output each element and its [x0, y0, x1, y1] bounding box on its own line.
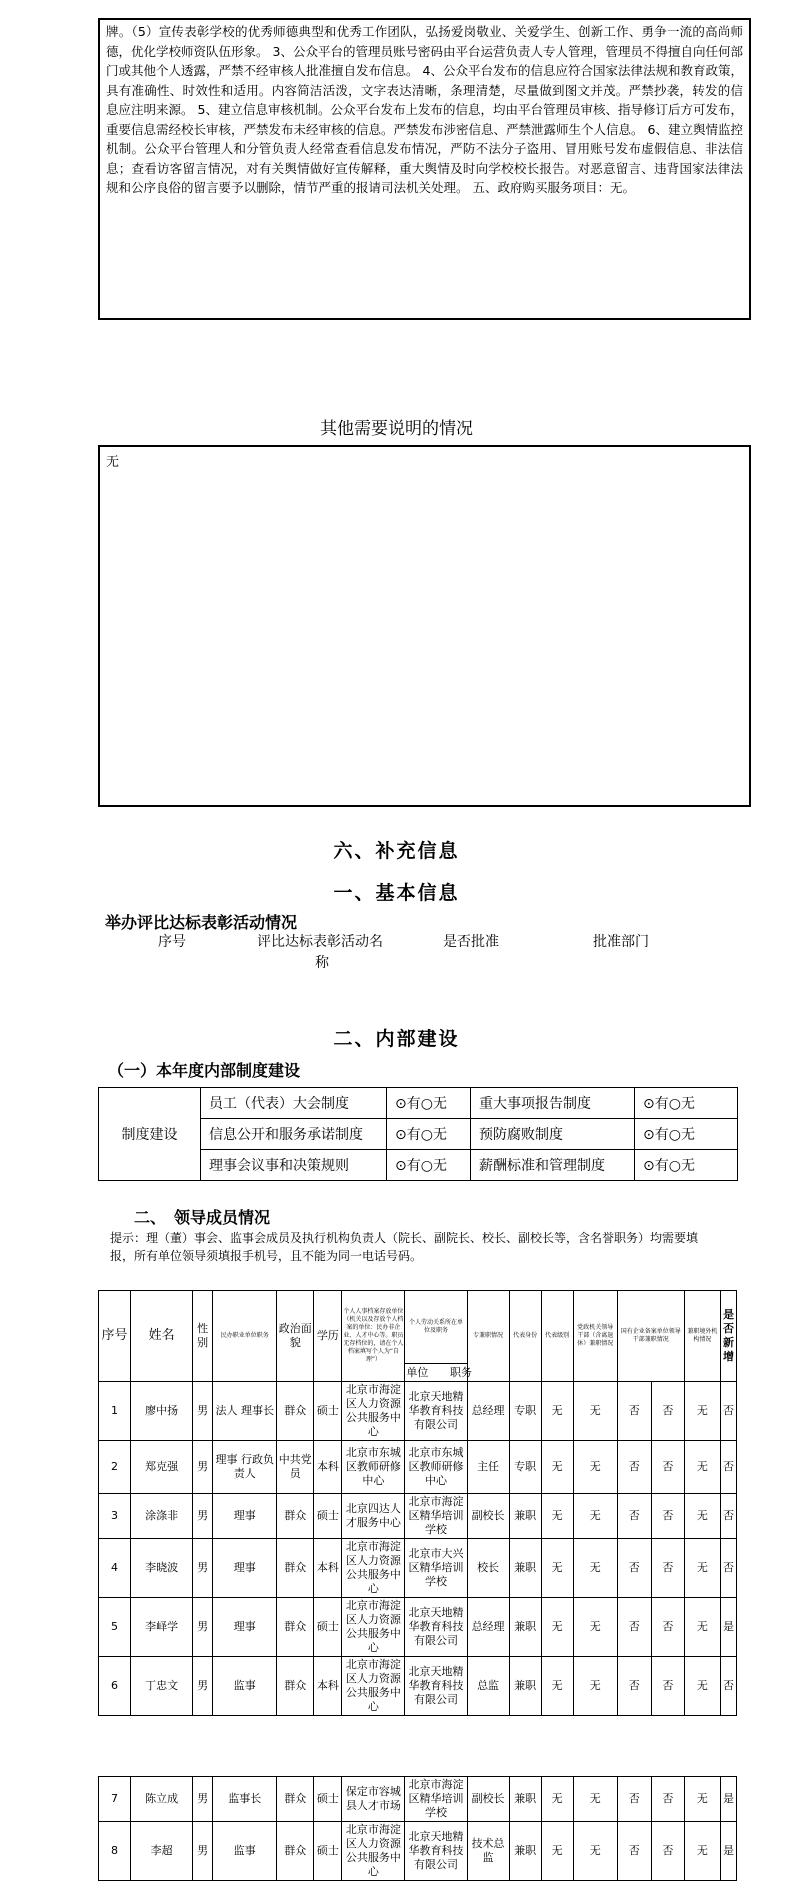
row-position: 副校长 — [467, 1777, 509, 1822]
system-item-value[interactable]: ⊙有○无 — [635, 1088, 738, 1119]
system-item-value[interactable]: ⊙有○无 — [387, 1119, 471, 1150]
row-name: 李峄学 — [131, 1598, 193, 1657]
row-archive: 北京市海淀区人力资源公共服务中心 — [342, 1657, 405, 1716]
row-gov: 无 — [573, 1657, 617, 1716]
row-new: 是 — [720, 1822, 736, 1881]
other-notes-box — [98, 445, 751, 807]
row-new: 是 — [720, 1598, 736, 1657]
leaders-table — [98, 1290, 737, 1382]
row-edu: 本科 — [314, 1441, 342, 1494]
th-name: 姓名 — [131, 1291, 193, 1382]
row-overseas: 无 — [684, 1494, 720, 1539]
row-gender: 男 — [193, 1382, 213, 1441]
row-political: 群众 — [277, 1598, 314, 1657]
row-no: 1 — [99, 1382, 131, 1441]
leaders-hint: 提示：理（董）事会、监事会成员及执行机构负责人（院长、副院长、校长、副校长等，含名誉职务）均需要填报，所有单位领导须填报手机号，且不能为同一电话号码。 — [110, 1231, 699, 1263]
internal-subtitle: （一）本年度内部制度建设 — [108, 1061, 301, 1080]
row-edu: 硕士 — [314, 1494, 342, 1539]
row-gov: 无 — [573, 1777, 617, 1822]
row-unit: 北京市东城区教师研修中心 — [405, 1441, 467, 1494]
row-position: 总经理 — [467, 1382, 509, 1441]
row-soe2: 否 — [651, 1777, 684, 1822]
row-soe1: 否 — [617, 1494, 651, 1539]
policy-text-box — [98, 18, 751, 320]
system-item-value[interactable]: ⊙有○无 — [387, 1088, 471, 1119]
row-overseas: 无 — [684, 1598, 720, 1657]
row-archive: 北京市海淀区人力资源公共服务中心 — [342, 1539, 405, 1598]
row-name: 郑克强 — [131, 1441, 193, 1494]
system-item-name: 薪酬标准和管理制度 — [471, 1150, 635, 1181]
table-row — [99, 1598, 737, 1657]
th-employ: 个人劳动关系所在单位及职务 — [405, 1291, 467, 1364]
th-rep-status: 代表身份 — [509, 1291, 541, 1382]
row-gender: 男 — [193, 1598, 213, 1657]
row-name: 李超 — [131, 1822, 193, 1881]
row-soe2: 否 — [651, 1441, 684, 1494]
row-soe1: 否 — [617, 1822, 651, 1881]
other-notes-content: 无 — [106, 455, 120, 470]
row-position: 总监 — [467, 1657, 509, 1716]
row-overseas: 无 — [684, 1382, 720, 1441]
row-gov: 无 — [573, 1382, 617, 1441]
row-archive: 北京市海淀区人力资源公共服务中心 — [342, 1382, 405, 1441]
policy-text: 牌。（5）宣传表彰学校的优秀师德典型和优秀工作团队，弘扬爱岗敬业、关爱学生、创新工作、勇争一流的高尚师德，优化学校师资队伍形象。 3、公众平台的管理员账号密码由平台运营负责人专人管理，管理员不得擅自向任何部门或其他个人透露，严禁不经审核人批准擅自发布信息。 4、公众平台发布的信息应符合国家法律法规和教育政策，具有准确性、时效性和适用。内容简洁活泼，文字表达清晰，条理清楚，尽量做到图文并茂。严禁抄袭，转发的信息应注明来源。 5、建立信息审核机制。公众平台发布上发布的信息，均由平台管理员审核、指导修订后方可发布，重要信息需经校长审核，严禁发布未经审核的信息。严禁发布涉密信息、严禁泄露师生个人信息。 6、建立舆情监控机制。公众平台管理人和分管负责人经常查看信息发布情况，严防不法分子盗用、冒用账号发布虚假信息、非法信息；查看访客留言情况，对有关舆情做好宣传解释，重大舆情及时向学校校长报告。对恶意留言、违背国家法律法规和公序良俗的留言要予以删除，情节严重的报请司法机关处理。 五、政府购买服务项目：无。 — [106, 24, 743, 195]
row-edu: 硕士 — [314, 1822, 342, 1881]
row-name: 廖中扬 — [131, 1382, 193, 1441]
row-new: 否 — [720, 1494, 736, 1539]
supplement-title: 六、补充信息 — [333, 840, 460, 862]
row-unit: 北京市大兴区精华培训学校 — [405, 1539, 467, 1598]
row-archive: 北京四达人才服务中心 — [342, 1494, 405, 1539]
system-item-name: 信息公开和服务承诺制度 — [201, 1119, 387, 1150]
row-no: 2 — [99, 1441, 131, 1494]
row-gender: 男 — [193, 1494, 213, 1539]
row-fulltime: 兼职 — [509, 1777, 541, 1822]
row-unit: 北京市海淀区精华培训学校 — [405, 1777, 467, 1822]
row-gov: 无 — [573, 1494, 617, 1539]
row-no: 3 — [99, 1494, 131, 1539]
table-row — [99, 1441, 737, 1494]
row-fulltime: 兼职 — [509, 1822, 541, 1881]
system-row-label: 制度建设 — [99, 1088, 201, 1181]
row-fulltime: 专职 — [509, 1441, 541, 1494]
table-row — [99, 1494, 737, 1539]
system-item-name: 预防腐败制度 — [471, 1119, 635, 1150]
row-soe2: 否 — [651, 1598, 684, 1657]
row-soe1: 否 — [617, 1441, 651, 1494]
row-soe2: 否 — [651, 1382, 684, 1441]
row-name: 李晓波 — [131, 1539, 193, 1598]
row-no: 4 — [99, 1539, 131, 1598]
row-overseas: 无 — [684, 1822, 720, 1881]
system-table — [98, 1087, 738, 1181]
row-political: 群众 — [277, 1657, 314, 1716]
row-gov: 无 — [573, 1598, 617, 1657]
row-archive: 北京市东城区教师研修中心 — [342, 1441, 405, 1494]
row-soe2: 否 — [651, 1494, 684, 1539]
row-edu: 本科 — [314, 1657, 342, 1716]
row-rep-level: 无 — [541, 1494, 573, 1539]
row-role: 监事长 — [213, 1777, 277, 1822]
row-rep-level: 无 — [541, 1441, 573, 1494]
row-fulltime: 兼职 — [509, 1494, 541, 1539]
row-no: 7 — [99, 1777, 131, 1822]
row-gender: 男 — [193, 1657, 213, 1716]
row-name: 陈立成 — [131, 1777, 193, 1822]
leaders-body-1 — [98, 1381, 737, 1716]
row-edu: 硕士 — [314, 1777, 342, 1822]
th-employ-unit: 单位 — [405, 1364, 467, 1382]
row-new: 否 — [720, 1657, 736, 1716]
row-rep-level: 无 — [541, 1822, 573, 1881]
row-fulltime: 兼职 — [509, 1598, 541, 1657]
th-rep-level: 代表级别 — [541, 1291, 573, 1382]
row-unit: 北京天地精华教育科技有限公司 — [405, 1822, 467, 1881]
th-employ-pos: 职务 — [450, 1366, 472, 1379]
row-political: 群众 — [277, 1777, 314, 1822]
awards-col-no: 序号 — [158, 934, 186, 950]
row-political: 群众 — [277, 1494, 314, 1539]
row-new: 否 — [720, 1382, 736, 1441]
row-soe1: 否 — [617, 1657, 651, 1716]
row-position: 总经理 — [467, 1598, 509, 1657]
row-political: 群众 — [277, 1822, 314, 1881]
row-soe1: 否 — [617, 1539, 651, 1598]
row-rep-level: 无 — [541, 1657, 573, 1716]
th-archive: 个人人事档案存放单位（机关以及存放个人档案的单位：民办非企业、人才中心等。职员无存档位的，请在个人档案填写个人为“自理”） — [342, 1291, 405, 1382]
row-no: 6 — [99, 1657, 131, 1716]
row-soe2: 否 — [651, 1657, 684, 1716]
row-role: 理事 — [213, 1494, 277, 1539]
row-unit: 北京天地精华教育科技有限公司 — [405, 1382, 467, 1441]
row-role: 理事 — [213, 1539, 277, 1598]
basic-info-title: 一、基本信息 — [333, 882, 460, 904]
row-fulltime: 兼职 — [509, 1657, 541, 1716]
row-unit: 北京市海淀区精华培训学校 — [405, 1494, 467, 1539]
row-role: 监事 — [213, 1822, 277, 1881]
awards-col-name: 评比达标表彰活动名 — [257, 934, 383, 950]
th-overseas: 兼职境外机构情况 — [684, 1291, 720, 1382]
row-soe1: 否 — [617, 1777, 651, 1822]
row-archive: 保定市容城县人才市场 — [342, 1777, 405, 1822]
row-rep-level: 无 — [541, 1539, 573, 1598]
system-item-name: 理事会议事和决策规则 — [201, 1150, 387, 1181]
row-gov: 无 — [573, 1539, 617, 1598]
row-position: 主任 — [467, 1441, 509, 1494]
row-overseas: 无 — [684, 1539, 720, 1598]
row-unit: 北京天地精华教育科技有限公司 — [405, 1657, 467, 1716]
row-role: 理事 行政负责人 — [213, 1441, 277, 1494]
row-new: 否 — [720, 1539, 736, 1598]
row-gender: 男 — [193, 1539, 213, 1598]
table-row — [99, 1382, 737, 1441]
row-no: 8 — [99, 1822, 131, 1881]
row-position: 副校长 — [467, 1494, 509, 1539]
row-gov: 无 — [573, 1822, 617, 1881]
row-gender: 男 — [193, 1777, 213, 1822]
row-soe1: 否 — [617, 1598, 651, 1657]
th-no: 序号 — [99, 1291, 131, 1382]
row-position: 校长 — [467, 1539, 509, 1598]
row-soe2: 否 — [651, 1822, 684, 1881]
row-name: 丁忠文 — [131, 1657, 193, 1716]
row-rep-level: 无 — [541, 1598, 573, 1657]
table-row — [99, 1539, 737, 1598]
awards-col-approved: 是否批准 — [443, 934, 499, 950]
row-archive: 北京市海淀区人力资源公共服务中心 — [342, 1598, 405, 1657]
th-fulltime: 专兼职情况 — [467, 1291, 509, 1382]
row-political: 群众 — [277, 1539, 314, 1598]
row-role: 法人 理事长 — [213, 1382, 277, 1441]
row-gender: 男 — [193, 1822, 213, 1881]
row-edu: 硕士 — [314, 1598, 342, 1657]
th-new: 是否新增 — [720, 1291, 736, 1382]
row-political: 中共党员 — [277, 1441, 314, 1494]
table-row — [99, 1657, 737, 1716]
row-position: 技术总监 — [467, 1822, 509, 1881]
awards-col-name-cont: 称 — [315, 955, 329, 971]
system-item-value[interactable]: ⊙有○无 — [635, 1119, 738, 1150]
row-no: 5 — [99, 1598, 131, 1657]
awards-col-dept: 批准部门 — [593, 934, 649, 950]
internal-title: 二、内部建设 — [333, 1028, 460, 1050]
row-political: 群众 — [277, 1382, 314, 1441]
row-soe1: 否 — [617, 1382, 651, 1441]
row-edu: 硕士 — [314, 1382, 342, 1441]
table-row — [99, 1777, 737, 1822]
th-gender: 性别 — [193, 1291, 213, 1382]
th-soe-post: 国有企业备案单位领导干部兼职情况 — [617, 1291, 684, 1382]
row-overseas: 无 — [684, 1441, 720, 1494]
th-political: 政治面貌 — [277, 1291, 314, 1382]
awards-title: 举办评比达标表彰活动情况 — [105, 913, 298, 932]
row-new: 是 — [720, 1777, 736, 1822]
row-archive: 北京市海淀区人力资源公共服务中心 — [342, 1822, 405, 1881]
system-item-value[interactable]: ⊙有○无 — [387, 1150, 471, 1181]
row-fulltime: 专职 — [509, 1382, 541, 1441]
row-role: 监事 — [213, 1657, 277, 1716]
row-overseas: 无 — [684, 1777, 720, 1822]
th-gov-post: 党政机关领导干部（含离退休）兼职情况 — [573, 1291, 617, 1382]
th-role: 民办职业单位职务 — [213, 1291, 277, 1382]
system-item-value[interactable]: ⊙有○无 — [635, 1150, 738, 1181]
other-notes-title: 其他需要说明的情况 — [320, 419, 473, 439]
row-gov: 无 — [573, 1441, 617, 1494]
row-gender: 男 — [193, 1441, 213, 1494]
row-edu: 本科 — [314, 1539, 342, 1598]
row-new: 否 — [720, 1441, 736, 1494]
row-soe2: 否 — [651, 1539, 684, 1598]
row-name: 涂涤非 — [131, 1494, 193, 1539]
system-item-name: 员工（代表）大会制度 — [201, 1088, 387, 1119]
th-edu: 学历 — [314, 1291, 342, 1382]
table-row — [99, 1822, 737, 1881]
row-role: 理事 — [213, 1598, 277, 1657]
leaders-body-2 — [98, 1776, 737, 1881]
row-rep-level: 无 — [541, 1777, 573, 1822]
system-item-name: 重大事项报告制度 — [471, 1088, 635, 1119]
row-fulltime: 兼职 — [509, 1539, 541, 1598]
row-overseas: 无 — [684, 1657, 720, 1716]
leaders-title: 二、 领导成员情况 — [134, 1208, 271, 1227]
row-unit: 北京天地精华教育科技有限公司 — [405, 1598, 467, 1657]
row-rep-level: 无 — [541, 1382, 573, 1441]
